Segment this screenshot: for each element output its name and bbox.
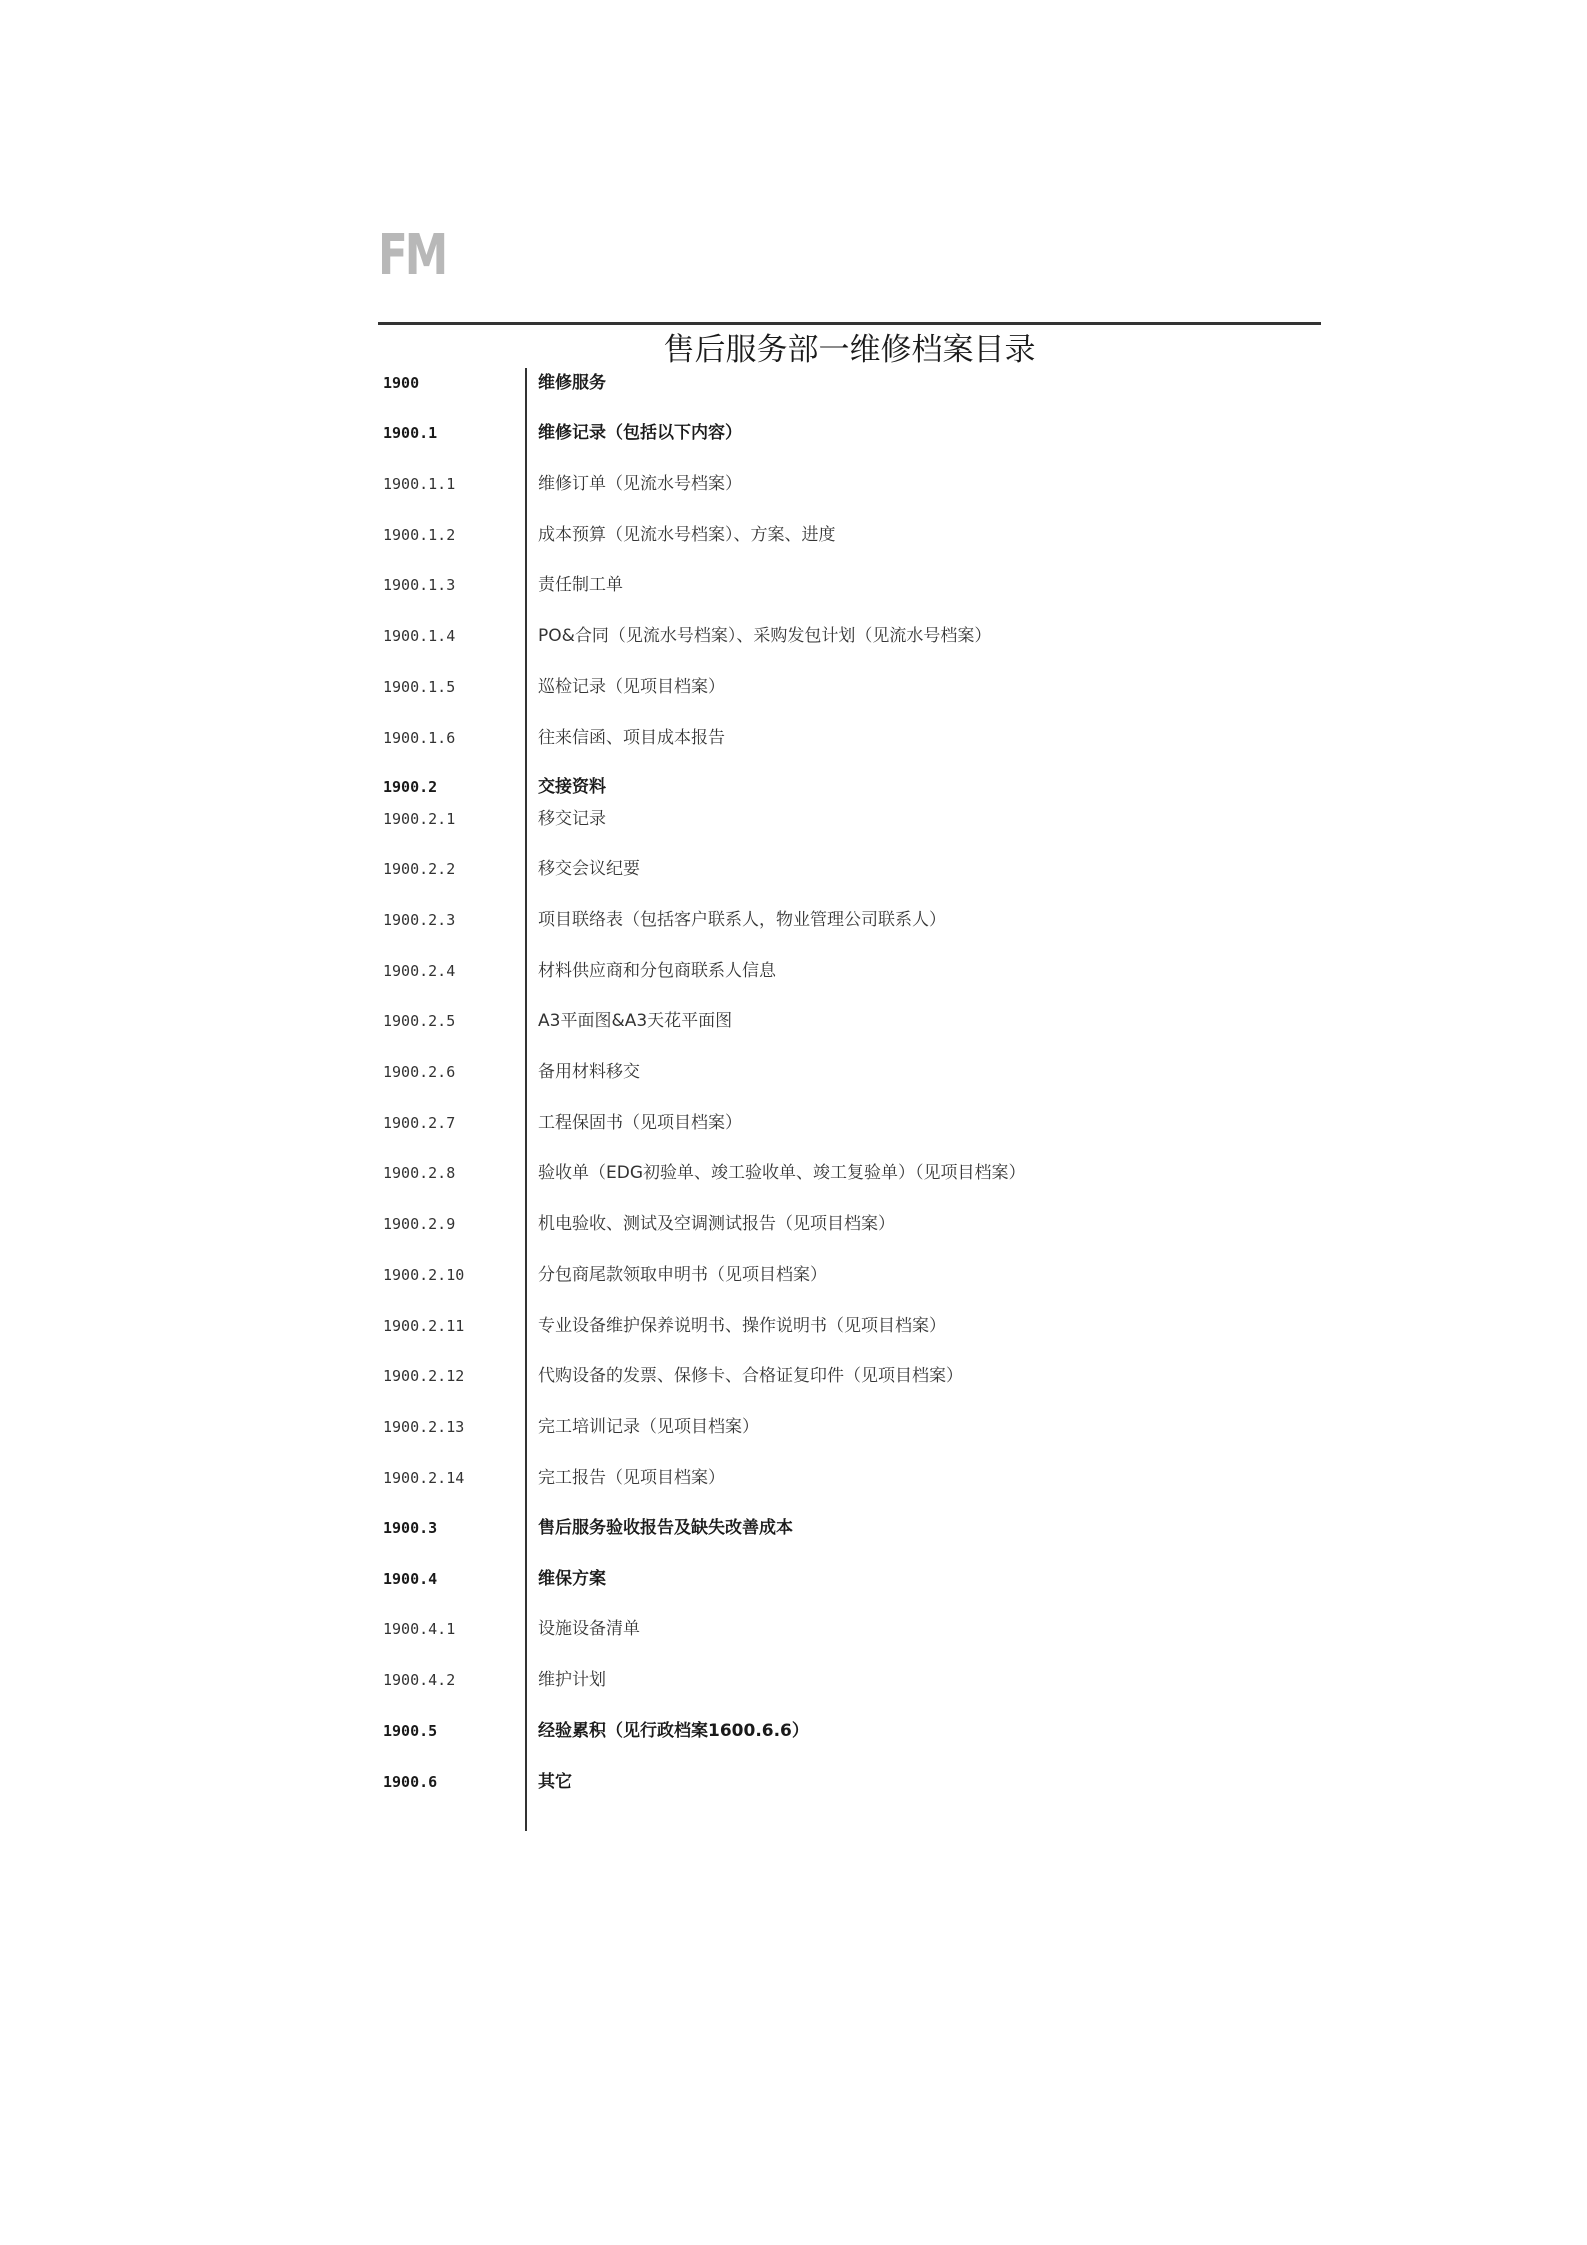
entry-code: 1900.1.4: [383, 627, 456, 645]
entry-label: 维护计划: [538, 1670, 606, 1690]
entry-code: 1900.4.2: [383, 1671, 456, 1689]
catalog-entry: [0, 1006, 1587, 1036]
entry-label: 备用材料移交: [538, 1062, 640, 1082]
entry-label: 维保方案: [538, 1569, 606, 1589]
catalog-entry: [0, 469, 1587, 499]
entry-code: 1900.2.4: [383, 962, 456, 980]
entry-label: 经验累积（见行政档案1600.6.6）: [538, 1721, 809, 1741]
entry-code: 1900.2.11: [383, 1317, 465, 1335]
catalog-entry: [0, 1361, 1587, 1391]
entry-code: 1900.2.12: [383, 1367, 465, 1385]
catalog-entry: [0, 1767, 1587, 1797]
catalog-entry: [0, 723, 1587, 753]
entry-code: 1900.5: [383, 1722, 438, 1740]
catalog-entry: [0, 418, 1587, 448]
catalog-entry: [0, 1716, 1587, 1746]
entry-code: 1900.2.5: [383, 1012, 456, 1030]
entry-label: 分包商尾款领取申明书（见项目档案）: [538, 1265, 827, 1285]
catalog-entry: [0, 956, 1587, 986]
entry-code: 1900.2.9: [383, 1215, 456, 1233]
entry-code: 1900.4: [383, 1570, 438, 1588]
entry-label: 移交会议纪要: [538, 859, 640, 879]
entry-code: 1900.2.7: [383, 1114, 456, 1132]
catalog-entry: [0, 804, 1587, 834]
entry-code: 1900.2.8: [383, 1164, 456, 1182]
catalog-entry: [0, 1260, 1587, 1290]
entry-label: 验收单（EDG初验单、竣工验收单、竣工复验单）（见项目档案）: [538, 1163, 1026, 1183]
entry-label: 工程保固书（见项目档案）: [538, 1113, 742, 1133]
entry-code: 1900.2.14: [383, 1469, 465, 1487]
entry-code: 1900.2.2: [383, 860, 456, 878]
entry-label: 材料供应商和分包商联系人信息: [538, 961, 776, 981]
entry-label: 维修记录（包括以下内容）: [538, 423, 742, 443]
entry-code: 1900.6: [383, 1773, 438, 1791]
entry-label: 成本预算（见流水号档案）、方案、进度: [538, 525, 836, 545]
catalog-entry: [0, 570, 1587, 600]
catalog-entry: [0, 1311, 1587, 1341]
entry-label: 维修服务: [538, 373, 606, 393]
entry-code: 1900.2.13: [383, 1418, 465, 1436]
entry-code: 1900.2.1: [383, 810, 456, 828]
entry-label: 移交记录: [538, 809, 606, 829]
entry-code: 1900.1.3: [383, 576, 456, 594]
page-title: 售后服务部一维修档案目录: [663, 332, 1036, 368]
entry-label: 完工培训记录（见项目档案）: [538, 1417, 759, 1437]
entry-label: 维修订单（见流水号档案）: [538, 474, 742, 494]
catalog-entry: [0, 1412, 1587, 1442]
entry-label: 代购设备的发票、保修卡、合格证复印件（见项目档案）: [538, 1366, 963, 1386]
catalog-entry: [0, 905, 1587, 935]
entry-label: A3平面图&A3天花平面图: [538, 1011, 733, 1031]
entry-label: 专业设备维护保养说明书、操作说明书（见项目档案）: [538, 1316, 946, 1336]
catalog-entry: [0, 1057, 1587, 1087]
entry-label: 售后服务验收报告及缺失改善成本: [538, 1518, 793, 1538]
catalog-entry: [0, 1665, 1587, 1695]
entry-code: 1900.1.6: [383, 729, 456, 747]
entry-code: 1900.1.1: [383, 475, 456, 493]
entry-label: 项目联络表（包括客户联系人，物业管理公司联系人）: [538, 910, 946, 930]
catalog-entry: [0, 1108, 1587, 1138]
entry-label: 完工报告（见项目档案）: [538, 1468, 725, 1488]
entry-label: 交接资料: [538, 777, 606, 797]
entry-label: 设施设备清单: [538, 1619, 640, 1639]
entry-label: PO&合同（见流水号档案）、采购发包计划（见流水号档案）: [538, 626, 992, 646]
entry-code: 1900.1: [383, 424, 438, 442]
company-logo: FM: [378, 223, 446, 288]
entry-code: 1900.3: [383, 1519, 438, 1537]
entry-label: 责任制工单: [538, 575, 623, 595]
catalog-entry: [0, 1158, 1587, 1188]
entry-code: 1900.1.2: [383, 526, 456, 544]
catalog-entry: [0, 520, 1587, 550]
header-rule: [378, 322, 1321, 325]
entry-code: 1900.1.5: [383, 678, 456, 696]
catalog-entry: [0, 1564, 1587, 1594]
entry-code: 1900.4.1: [383, 1620, 456, 1638]
catalog-entry: [0, 368, 1587, 398]
entry-code: 1900.2.6: [383, 1063, 456, 1081]
catalog-entry: [0, 621, 1587, 651]
entry-code: 1900.2.3: [383, 911, 456, 929]
entry-label: 巡检记录（见项目档案）: [538, 677, 725, 697]
catalog-entry: [0, 772, 1587, 802]
entry-code: 1900: [383, 374, 420, 392]
entry-code: 1900.2: [383, 778, 438, 796]
catalog-entry: [0, 672, 1587, 702]
catalog-entry: [0, 1513, 1587, 1543]
catalog-entry: [0, 1209, 1587, 1239]
entry-label: 其它: [538, 1772, 572, 1792]
entry-label: 机电验收、测试及空调测试报告（见项目档案）: [538, 1214, 895, 1234]
catalog-entry: [0, 1463, 1587, 1493]
catalog-entry: [0, 1614, 1587, 1644]
catalog-entry: [0, 854, 1587, 884]
entry-code: 1900.2.10: [383, 1266, 465, 1284]
entry-label: 往来信函、项目成本报告: [538, 728, 725, 748]
